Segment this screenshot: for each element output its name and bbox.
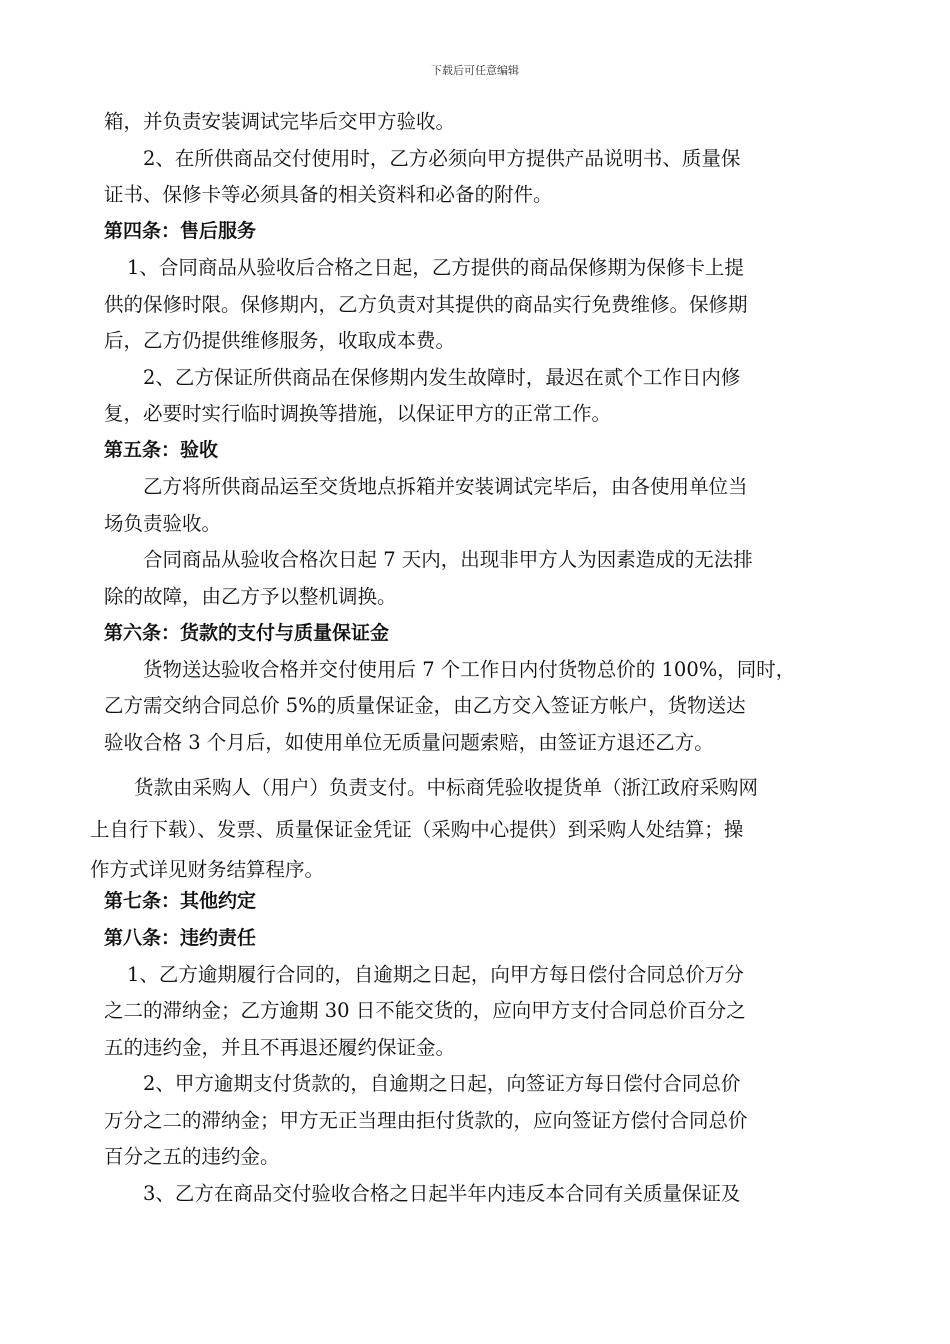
text-line: 货款由采购人（用户）负责支付。中标商凭验收提货单（浙江政府采购网	[134, 776, 759, 799]
text-line: 合同商品从验收合格次日起 7 天内，出现非甲方人为因素造成的无法排	[143, 548, 753, 571]
text-line: 场负责验收。	[104, 512, 222, 535]
text-line: 后，乙方仍提供维修服务，收取成本费。	[104, 329, 456, 352]
text-line: 百分之五的违约金。	[104, 1145, 280, 1168]
text-line: 2、甲方逾期支付货款的，自逾期之日起，向签证方每日偿付合同总价	[143, 1072, 741, 1095]
text-line: 供的保修时限。保修期内，乙方负责对其提供的商品实行免费维修。保修期	[104, 293, 748, 316]
text-line: 箱，并负责安装调试完毕后交甲方验收。	[104, 110, 456, 133]
text-line: 1、乙方逾期履行合同的，自逾期之日起，向甲方每日偿付合同总价万分	[127, 963, 744, 986]
text-line: 货物送达验收合格并交付使用后 7 个工作日内付货物总价的 100%，同时，	[143, 658, 796, 681]
text-line: 3、乙方在商品交付验收合格之日起半年内违反本合同有关质量保证及	[143, 1182, 741, 1205]
text-line: 证书、保修卡等必须具备的相关资料和必备的附件。	[104, 183, 553, 206]
text-line: 上自行下载）、发票、质量保证金凭证（采购中心提供）到采购人处结算；操	[90, 818, 744, 841]
text-line: 2、在所供商品交付使用时，乙方必须向甲方提供产品说明书、质量保	[143, 147, 741, 170]
section-heading: 第八条：违约责任	[104, 927, 257, 949]
text-line: 2、乙方保证所供商品在保修期内发生故障时，最迟在贰个工作日内修	[143, 366, 741, 389]
text-line: 之二的滞纳金；乙方逾期 30 日不能交货的，应向甲方支付合同总价百分之	[104, 999, 746, 1022]
text-line: 作方式详见财务结算程序。	[90, 858, 325, 881]
text-line: 1、合同商品从验收后合格之日起，乙方提供的商品保修期为保修卡上提	[127, 256, 744, 279]
section-heading: 第四条：售后服务	[104, 220, 257, 242]
text-line: 除的故障，由乙方予以整机调换。	[104, 585, 397, 608]
page-header: 下载后可任意编辑	[431, 64, 519, 77]
text-line: 万分之二的滞纳金；甲方无正当理由拒付货款的，应向签证方偿付合同总价	[104, 1109, 748, 1132]
text-line: 乙方将所供商品运至交货地点拆箱并安装调试完毕后，由各使用单位当	[143, 475, 748, 498]
section-heading: 第七条：其他约定	[104, 890, 257, 912]
section-heading: 第五条：验收	[104, 439, 219, 461]
text-line: 五的违约金，并且不再退还履约保证金。	[104, 1036, 456, 1059]
text-line: 乙方需交纳合同总价 5%的质量保证金，由乙方交入签证方帐户，货物送达	[104, 694, 746, 717]
section-heading: 第六条：货款的支付与质量保证金	[104, 622, 390, 644]
text-line: 验收合格 3 个月后，如使用单位无质量问题索赔，由签证方退还乙方。	[104, 731, 714, 754]
text-line: 复，必要时实行临时调换等措施，以保证甲方的正常工作。	[104, 402, 612, 425]
